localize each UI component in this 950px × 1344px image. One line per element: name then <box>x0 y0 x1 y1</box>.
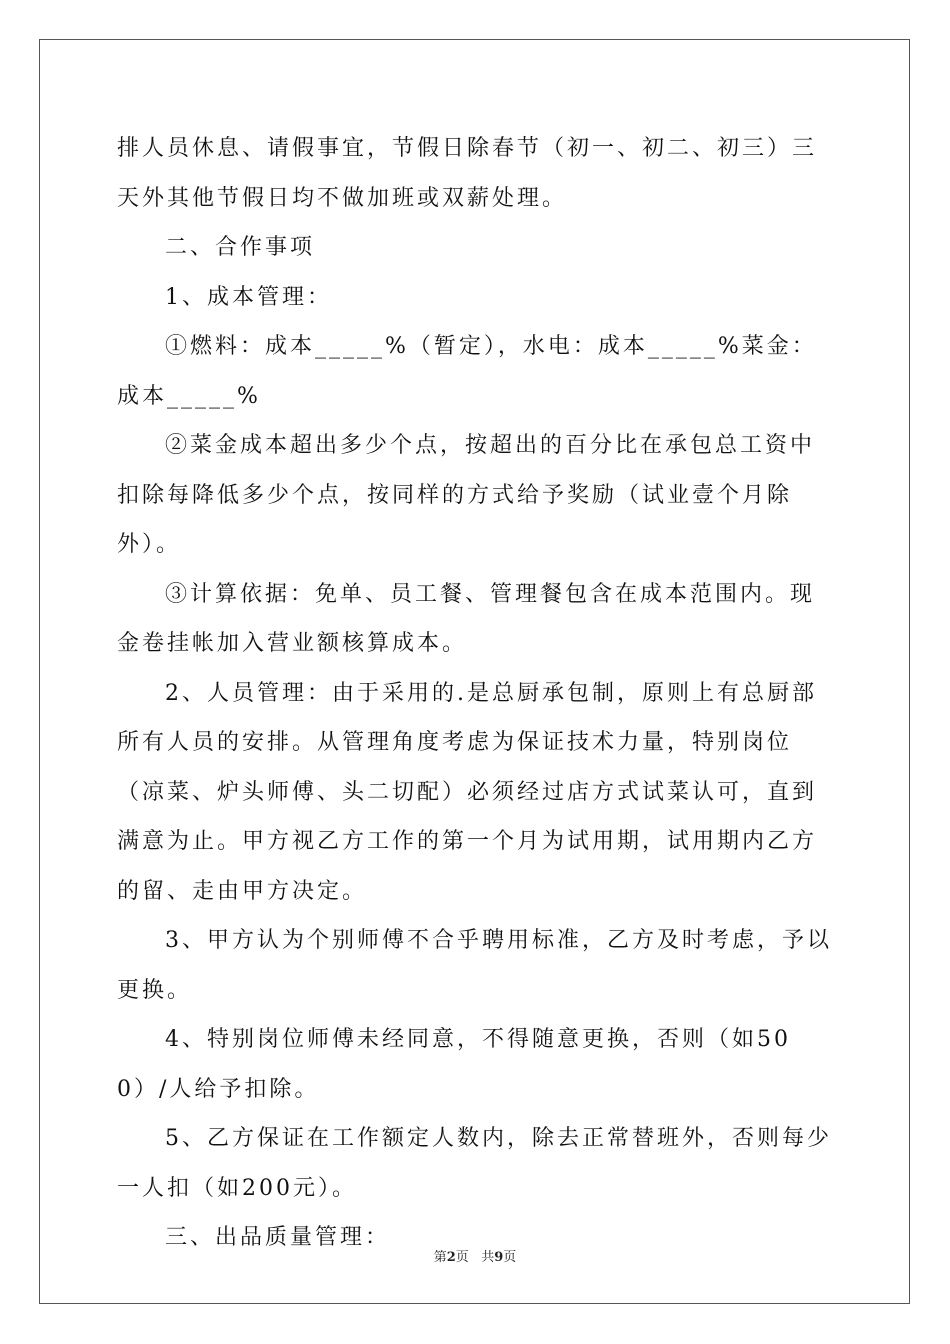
document-body <box>117 124 837 1263</box>
paragraph: 2、人员管理：由于采用的.是总厨承包制，原则上有总厨部所有人员的安排。从管理角度考虑为保证技术力量，特别岗位（凉菜、炉头师傅、头二切配）必须经过店方式试菜认可，直到满意为止。甲方视乙方工作的第一个月为试用期，试用期内乙方的留、走由甲方决定。 <box>117 680 818 904</box>
paragraph: 4、特别岗位师傅未经同意，不得随意更换，否则（如500）/人给予扣除。 <box>117 1027 791 1102</box>
paragraph: ②菜金成本超出多少个点，按超出的百分比在承包总工资中扣除每降低多少个点，按同样的方式给予奖励（试业壹个月除外）。 <box>117 433 816 557</box>
footer-prefix: 第 <box>433 1250 447 1265</box>
paragraph: 5、乙方保证在工作额定人数内，除去正常替班外，否则每少一人扣（如200元）。 <box>117 1126 832 1201</box>
paragraph: 排人员休息、请假事宜，节假日除春节（初一、初二、初三）三天外其他节假日均不做加班或双薪处理。 <box>117 136 818 211</box>
paragraph: ③计算依据：免单、员工餐、管理餐包含在成本范围内。现金卷挂帐加入营业额核算成本。 <box>117 581 816 656</box>
total-page-count: 9 <box>494 1250 504 1265</box>
paragraph: ①燃料：成本_____%（暂定），水电：成本_____%菜金：成本_____% <box>117 334 817 409</box>
section-heading: 三、出品质量管理： <box>165 1225 391 1250</box>
current-page-number: 2 <box>446 1250 456 1265</box>
paragraph: 3、甲方认为个别师傅不合乎聘用标准，乙方及时考虑，予以更换。 <box>117 928 832 1003</box>
footer-suffix: 页 <box>503 1250 517 1265</box>
section-heading: 二、合作事项 <box>165 235 316 260</box>
page-footer <box>0 1246 950 1265</box>
subsection-heading: 1、成本管理： <box>165 284 332 310</box>
footer-middle: 页 共 <box>455 1250 495 1265</box>
